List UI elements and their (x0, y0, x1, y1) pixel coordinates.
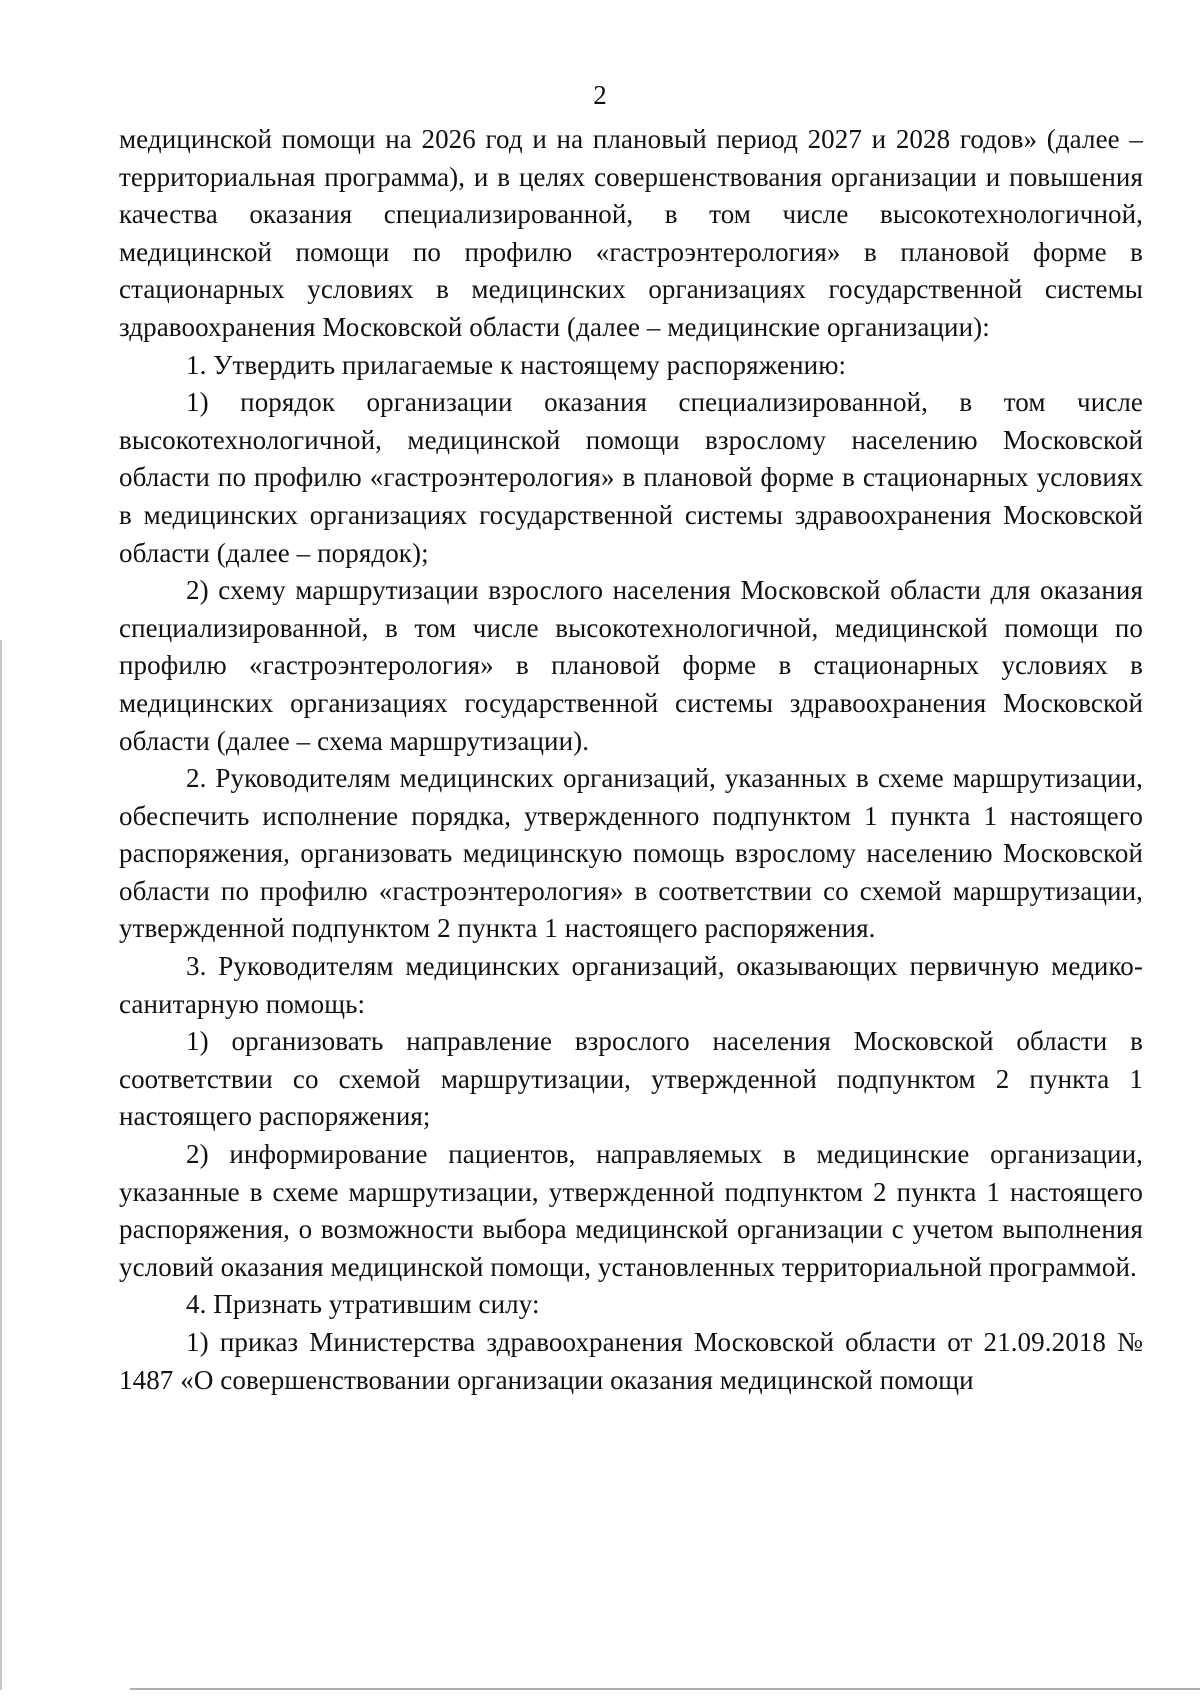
scan-edge-bottom (130, 1688, 1200, 1690)
paragraph-item-1: 1. Утвердить прилагаемые к настоящему распоряжению: (186, 349, 847, 380)
paragraph-intro-continuation: медицинской помощи на 2026 год и на плановый период 2027 и 2028 годов» (далее – территориальная программа), и в целях совершенствования организации и повышения качества оказания специализированной, в том числе высокотехнологичной, медицинской помощи по профилю «гастроэнтерология» в плановой форме в стационарных условиях в медицинских организациях государственной системы здравоохранения Московской области (далее – медицинские организации): (119, 124, 1143, 342)
paragraph-item-3-2: 2) информирование пациентов, направляемых в медицинские организации, указанные в схеме маршрутизации, утвержденной подпунктом 2 пункта 1 настоящего распоряжения, о возможности выбора медицинской организации с учетом выполнения условий оказания медицинской помощи, установленных территориальной программой. (119, 1139, 1143, 1282)
paragraph-item-3: 3. Руководителям медицинских организаций, оказывающих первичную медико-санитарную помощь: (119, 951, 1143, 1019)
scan-edge-left (0, 640, 2, 1690)
paragraph-item-2: 2. Руководителям медицинских организаций, указанных в схеме маршрутизации, обеспечить исполнение порядка, утвержденного подпунктом 1 пункта 1 настоящего распоряжения, организовать медицинскую помощь взрослому населению Московской области по профилю «гастроэнтерология» в соответствии со схемой маршрутизации, утвержденной подпунктом 2 пункта 1 настоящего распоряжения. (119, 763, 1143, 944)
paragraph-item-1-2: 2) схему маршрутизации взрослого населения Московской области для оказания специализированной, в том числе высокотехнологичной, медицинской помощи по профилю «гастроэнтерология» в плановой форме в стационарных условиях в медицинских организациях государственной системы здравоохранения Московской области (далее – схема маршрутизации). (119, 575, 1143, 756)
page-number: 2 (593, 80, 607, 110)
paragraph-item-3-1: 1) организовать направление взрослого населения Московской области в соответствии со схемой маршрутизации, утвержденной подпунктом 2 пункта 1 настоящего распоряжения; (119, 1026, 1143, 1132)
paragraph-item-4: 4. Признать утратившим силу: (186, 1289, 540, 1320)
paragraph-item-1-1: 1) порядок организации оказания специализированной, в том числе высокотехнологичной, медицинской помощи взрослому населению Московской области по профилю «гастроэнтерология» в плановой форме в стационарных условиях в медицинских организациях государственной системы здравоохранения Московской области (далее – порядок); (119, 387, 1143, 568)
document-body (119, 121, 1143, 1399)
paragraph-item-4-1: 1) приказ Министерства здравоохранения Московской области от 21.09.2018 № 1487 «О совершенствовании организации оказания медицинской помощи (119, 1327, 1143, 1395)
